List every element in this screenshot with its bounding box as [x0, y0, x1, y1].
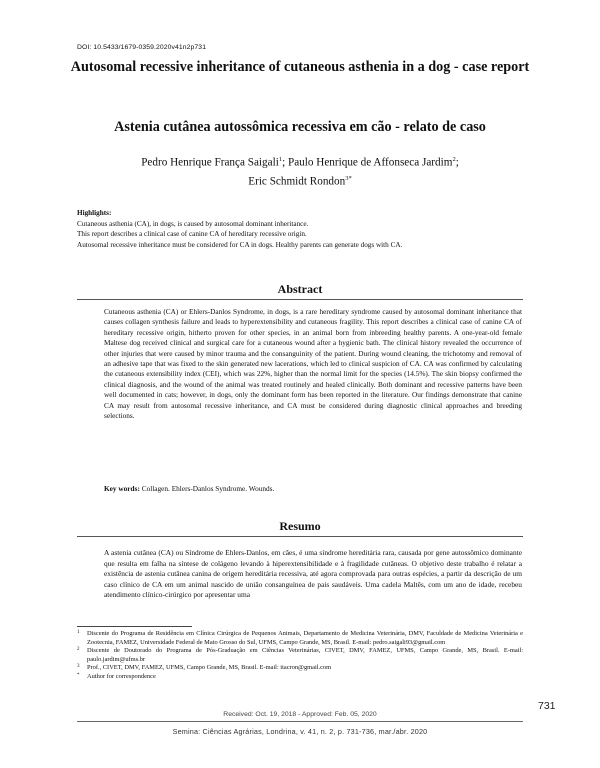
footnote-item	[77, 647, 523, 664]
footnote-divider	[77, 626, 192, 627]
footnote-number: 1	[77, 630, 80, 635]
footnotes-block	[77, 630, 523, 682]
author-affiliation-mark: 2	[452, 156, 456, 163]
keywords-label: Key words:	[104, 484, 140, 493]
footnote-text: Author for correspondence	[87, 672, 156, 680]
author-separator: ;	[455, 156, 459, 169]
journal-citation: Semina: Ciências Agrárias, Londrina, v. 41, n. 2, p. 731-736, mar./abr. 2020	[172, 727, 428, 736]
footnote-item	[77, 664, 523, 673]
footer-divider	[77, 721, 523, 722]
resumo-heading: Resumo	[279, 519, 321, 533]
author-name: Eric Schmidt Rondon	[248, 175, 346, 188]
footnote-number: 3	[77, 664, 80, 670]
abstract-divider	[77, 299, 523, 300]
highlight-item: Autosomal recessive inheritance must be considered for CA in dogs. Healthy parents can generate dogs with CA.	[77, 240, 403, 249]
keywords-line	[104, 484, 522, 494]
resumo-text: A astenia cutânea (CA) ou Síndrome de Ehlers-Danlos, em cães, é uma síndrome hereditária rara, causada por gene autossômico dominante que resulta em falha na síntese de colágeno levando à hiperextensibilidade e à fragilidade cutâneas. O objetivo deste trabalho é relatar a existência de astenia cutânea canina de origem hereditária recessiva, até agora comprovada para outras espécies, a partir da descrição de um caso clínico de CA em um animal nascido de união consanguínea de pais saudáveis. Uma cadela Maltês, com um ano de idade, recebeu atendimento clínico-cirúrgico por apresentar uma	[104, 548, 522, 600]
abstract-text: Cutaneous asthenia (CA) or Ehlers-Danlos Syndrome, in dogs, is a rare hereditary syndrome caused by autosomal dominant inheritance that causes collagen synthesis failure and leads to hyperextensibility and cutaneous fragility. This report describes a clinical case of canine CA of hereditary recessive origin, hitherto proven for other species, in an animal born from inbreeding healthy parents. A one-year-old female Maltese dog received clinical and surgical care for a cutaneous wound after a hygienic bath. The clinical history revealed the occurrence of other injuries that were caused by minor trauma and the consanguinity of the patient. During wound cleaning, the trichotomy and removal of an adhesive tape that was fixed to the skin generated new lacerations, which led to clinical suspicion of CA. CA was confirmed by calculating the cutaneous extensibility index (CEI), which was 22%, higher than the normal limit for the species (14.5%). The skin biopsy confirmed the clinical diagnosis, and the wound of the animal was treated routinely and healed clinically. Both dominant and recessive patterns have been well documented in cats; however, in dogs, only the dominant form has been reported in the literature. Our findings demonstrate that canine CA may result from autosomal recessive inheritance, and CA must be considered during diagnostic clinical approaches and breeding selections.	[104, 307, 522, 421]
resumo-divider	[77, 536, 523, 537]
highlights-block	[77, 208, 537, 250]
author-separator: ;	[282, 156, 288, 169]
footnote-number: 2	[77, 647, 80, 653]
footnote-item	[77, 673, 523, 682]
page-number: 731	[538, 700, 556, 712]
abstract-heading: Abstract	[277, 282, 323, 296]
doi-line: DOI: 10.5433/1679-0359.2020v41n2p731	[77, 44, 207, 51]
author-name: Pedro Henrique França Saigali	[141, 156, 279, 169]
footnote-number: *	[77, 672, 80, 678]
article-title-portuguese: Astenia cutânea autossômica recessiva em cão - relato de caso	[114, 119, 486, 135]
author-name: Paulo Henrique de Affonseca Jardim	[287, 156, 453, 169]
footnote-text: Discente de Doutorado do Programa de Pós-Graduação em Ciências Veterinárias, CIVET, DMV, FAMEZ, UFMS, Campo Grande, MS, Brasil. E-mail: paulo.jardim@ufms.br	[87, 647, 523, 663]
highlight-item: Cutaneous asthenia (CA), in dogs, is caused by autosomal dominant inheritance.	[77, 219, 309, 228]
author-list	[80, 152, 520, 190]
highlights-title: Highlights:	[77, 209, 112, 217]
highlight-item: This report describes a clinical case of canine CA of hereditary recessive origin.	[77, 230, 307, 238]
article-title-english: Autosomal recessive inheritance of cutaneous asthenia in a dog - case report	[70, 59, 530, 75]
footnote-item	[77, 630, 523, 647]
footnote-text: Prof., CIVET, DMV, FAMEZ, UFMS, Campo Grande, MS, Brasil. E-mail: itacron@gmail.com	[87, 664, 332, 672]
keywords-values: Collagen. Ehlers-Danlos Syndrome. Wounds.	[141, 484, 275, 493]
received-approved-dates: Received: Oct. 19, 2018 - Approved: Feb. 05, 2020	[223, 711, 377, 718]
author-affiliation-mark: 1	[278, 156, 283, 163]
footnote-text: Discente do Programa de Residência em Clínica Cirúrgica de Pequenos Animais, Departamento de Medicina Veterinária, DMV, Faculdade de Medicina Veterinária e Zootecnia, FAMEZ, Universidade Federal de Mato Grosso do Sul, UFMS, Campo Grande, MS, Brasil. E-mail: pedro.saigali93@gmail.com	[87, 630, 523, 646]
author-affiliation-mark: 3*	[345, 175, 352, 183]
